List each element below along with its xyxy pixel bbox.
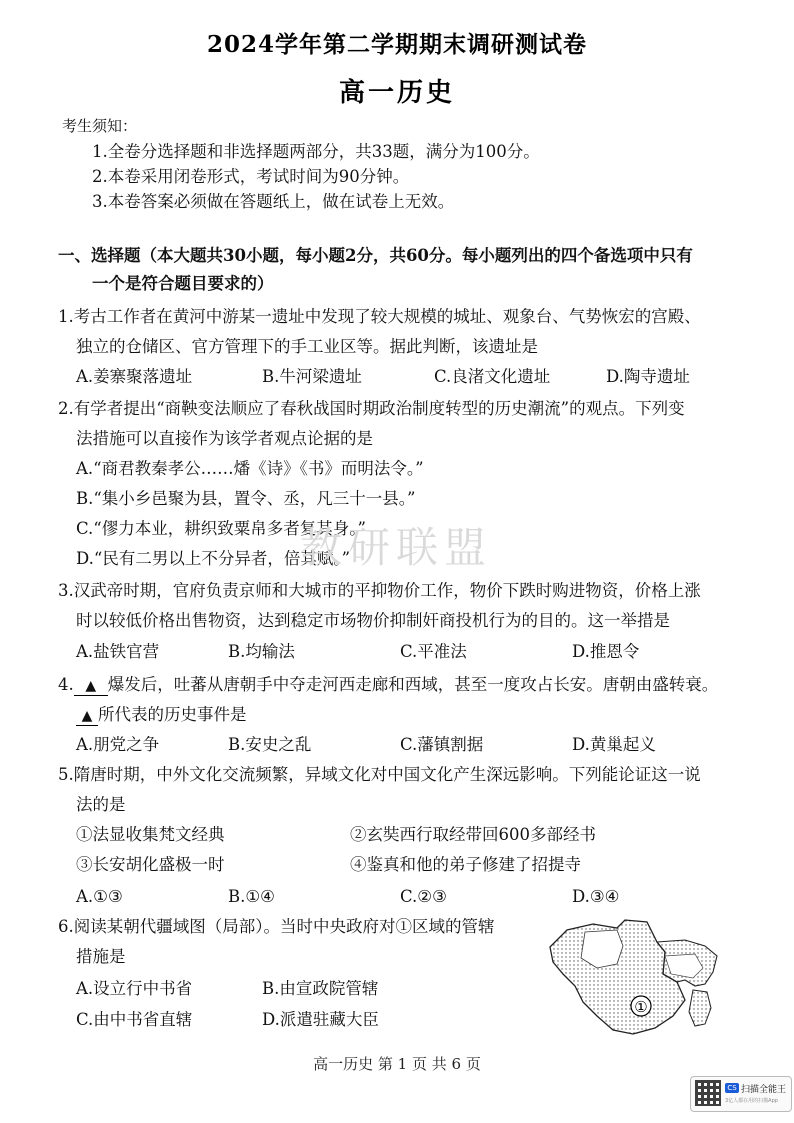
map-region-inner bbox=[581, 930, 623, 968]
option-a: A.①③ bbox=[76, 887, 123, 906]
statement-item: ①法显收集梵文经典 bbox=[76, 825, 225, 844]
question-stem-text: 爆发后，吐蕃从唐朝手中夺走河西走廊和西域，甚至一度攻占长安。唐朝由盛转衰。 bbox=[107, 675, 719, 694]
option-b: B.安史之乱 bbox=[228, 735, 312, 754]
notice-item: 1.全卷分选择题和非选择题两部分，共33题，满分为100分。 bbox=[92, 142, 540, 161]
question-stem: 时以较低价格出售物资，达到稳定市场物价抑制奸商投机行为的目的。这一举措是 bbox=[76, 611, 670, 630]
option-a: A.姜寨聚落遗址 bbox=[76, 367, 193, 386]
question-stem: 1.考古工作者在黄河中游某一遗址中发现了较大规模的城址、观象台、气势恢宏的宫殿、 bbox=[58, 307, 701, 326]
question-stem: 2.有学者提出“商鞅变法顺应了春秋战国时期政治制度转型的历史潮流”的观点。下列变 bbox=[58, 399, 685, 418]
scanner-logo: CS bbox=[725, 1083, 739, 1093]
option-a: A.朋党之争 bbox=[76, 735, 160, 754]
question-stem: 措施是 bbox=[76, 947, 126, 966]
option-d: D.“民有二男以上不分异者，倍其赋。” bbox=[76, 549, 351, 568]
map-marker-label: ① bbox=[634, 998, 648, 1016]
question-stem: 6.阅读某朝代疆域图（局部）。当时中央政府对①区域的管辖 bbox=[58, 917, 495, 936]
notice-item: 2.本卷采用闭卷形式，考试时间为90分钟。 bbox=[92, 167, 410, 186]
option-b: B.①④ bbox=[228, 887, 275, 906]
blank-triangle-icon: ▲ bbox=[74, 676, 108, 696]
option-a: A.盐铁官营 bbox=[76, 642, 160, 661]
blank-triangle-icon: ▲ bbox=[76, 706, 98, 726]
qr-code-icon bbox=[695, 1080, 721, 1106]
option-c: C.“僇力本业，耕织致粟帛多者复其身。” bbox=[76, 519, 366, 538]
option-c: C.平准法 bbox=[400, 642, 467, 661]
option-a: A.“商君教秦孝公……燔《诗》《书》而明法令。” bbox=[76, 459, 424, 478]
section-heading: 一、选择题（本大题共30小题，每小题2分，共60分。每小题列出的四个备选项中只有 bbox=[58, 246, 693, 265]
option-b: B.由宣政院管辖 bbox=[262, 979, 379, 998]
option-d: D.黄巢起义 bbox=[572, 735, 656, 754]
question-stem bbox=[76, 704, 247, 726]
statement-item: ③长安胡化盛极一时 bbox=[76, 855, 225, 874]
notice-heading: 考生须知： bbox=[62, 117, 138, 135]
option-d: D.派遣驻藏大臣 bbox=[262, 1010, 379, 1029]
territory-map bbox=[545, 912, 720, 1042]
option-c: C.藩镇割据 bbox=[400, 735, 484, 754]
option-b: B.牛河梁遗址 bbox=[262, 367, 362, 386]
option-b: B.均输法 bbox=[228, 642, 295, 661]
option-d: D.陶寺遗址 bbox=[606, 367, 690, 386]
subject-title: 高一历史 bbox=[338, 78, 455, 108]
option-c: C.②③ bbox=[400, 887, 447, 906]
question-stem: 5.隋唐时期，中外文化交流频繁，异域文化对中国文化产生深远影响。下列能论证这一说 bbox=[58, 765, 701, 784]
question-stem-text: 所代表的历史事件是 bbox=[98, 705, 247, 724]
option-a: A.设立行中书省 bbox=[76, 979, 193, 998]
scanner-name: 扫描全能王 bbox=[741, 1085, 787, 1095]
option-c: C.由中书省直辖 bbox=[76, 1010, 193, 1029]
option-c: C.良渚文化遗址 bbox=[434, 367, 551, 386]
map-region-southeast bbox=[689, 990, 711, 1026]
option-d: D.③④ bbox=[572, 887, 620, 906]
question-stem: 法的是 bbox=[76, 795, 126, 814]
watermark: 教研联盟 bbox=[300, 523, 493, 572]
question-stem: 3.汉武帝时期，官府负责京师和大城市的平抑物价工作，物价下跌时购进物资，价格上涨 bbox=[58, 581, 701, 600]
question-stem bbox=[58, 674, 718, 696]
section-heading: 一个是符合题目要求的） bbox=[92, 274, 274, 293]
option-d: D.推恩令 bbox=[572, 642, 640, 661]
statement-item: ②玄奘西行取经带回600多部经书 bbox=[350, 825, 596, 844]
question-number: 4. bbox=[58, 675, 74, 694]
question-stem: 独立的仓储区、官方管理下的手工业区等。据此判断，该遗址是 bbox=[76, 337, 538, 356]
scanner-watermark bbox=[690, 1076, 792, 1112]
exam-title: 2024学年第二学期期末调研测试卷 bbox=[206, 31, 587, 58]
statement-item: ④鉴真和他的弟子修建了招提寺 bbox=[350, 855, 581, 874]
option-b: B.“集小乡邑聚为县，置令、丞，凡三十一县。” bbox=[76, 489, 416, 508]
page-footer: 高一历史 第 1 页 共 6 页 bbox=[313, 1055, 481, 1073]
notice-item: 3.本卷答案必须做在答题纸上，做在试卷上无效。 bbox=[92, 192, 455, 211]
scanner-tagline: 3亿人都在用的扫描App bbox=[725, 1098, 778, 1104]
question-stem: 法措施可以直接作为该学者观点论据的是 bbox=[76, 429, 373, 448]
